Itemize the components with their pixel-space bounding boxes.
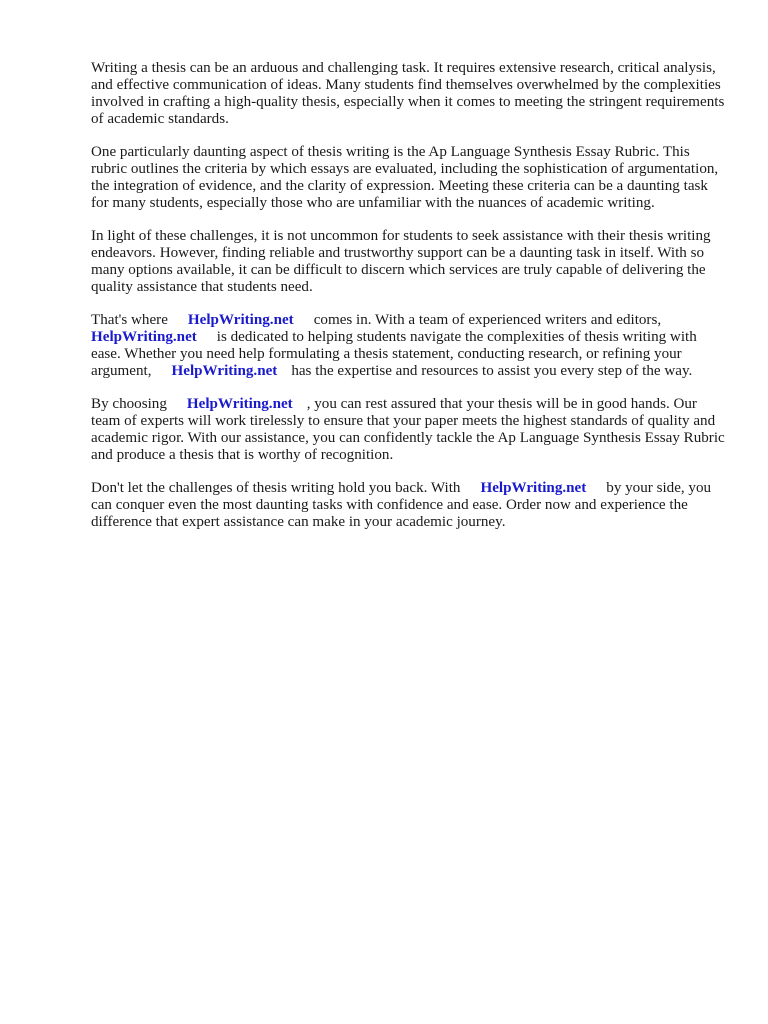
helpwriting-link-2[interactable]: HelpWriting.net (91, 329, 197, 345)
paragraph-choosing (91, 396, 727, 464)
paragraph-choosing-text-2: , you can rest assured that your thesis will be in good hands. Our team of experts will work tirelessly to ensure that your paper meets the highest standards of quality and academic rigor. With our assistance, you can confidently tackle the Ap Language Synthesis Essay Rubric and produce a thesis that is worthy of recognition. (91, 396, 725, 463)
paragraph-service-text-4: has the expertise and resources to assist you every step of the way. (291, 363, 693, 379)
paragraph-challenges-text: In light of these challenges, it is not uncommon for students to seek assistance with their thesis writing endeavors. However, finding reliable and trustworthy support can be a daunting task in itself. With so many options available, it can be difficult to discern which services are truly capable of delivering the quality assistance that students need. (91, 228, 711, 295)
paragraph-rubric-text: One particularly daunting aspect of thesis writing is the Ap Language Synthesis Essay Rubric. This rubric outlines the criteria by which essays are evaluated, including the sophistication of argumentation, the integration of evidence, and the clarity of expression. Meeting these criteria can be a daunting task for many students, especially those who are unfamiliar with the nuances of academic writing. (91, 144, 719, 211)
paragraph-service-text-1: That's where (91, 312, 168, 328)
paragraph-intro-text: Writing a thesis can be an arduous and challenging task. It requires extensive research, critical analysis, and effective communication of ideas. Many students find themselves overwhelmed by the complexities involved in crafting a high-quality thesis, especially when it comes to meeting the stringent requirements of academic standards. (91, 60, 725, 127)
paragraph-service (91, 312, 727, 380)
paragraph-service-text-2: comes in. With a team of experienced writers and editors, (313, 312, 662, 328)
paragraph-choosing-text-1: By choosing (91, 396, 167, 412)
paragraph-intro (91, 60, 727, 128)
helpwriting-link-4[interactable]: HelpWriting.net (186, 396, 293, 412)
helpwriting-link-1[interactable]: HelpWriting.net (187, 312, 294, 328)
helpwriting-link-5[interactable]: HelpWriting.net (480, 480, 587, 496)
paragraph-challenges (91, 228, 727, 296)
paragraph-rubric (91, 144, 727, 212)
paragraph-closing-text-2: by your side, you can conquer even the most daunting tasks with confidence and ease. Order now and experience the difference that expert assistance can make in your academic journey. (91, 480, 712, 530)
document-page (91, 60, 727, 547)
paragraph-service-text-3: is dedicated to helping students navigate the complexities of thesis writing with ease. Whether you need help formulating a thesis statement, conducting research, or refining your argument, (91, 329, 697, 379)
helpwriting-link-3[interactable]: HelpWriting.net (171, 363, 278, 379)
paragraph-closing (91, 480, 727, 531)
paragraph-closing-text-1: Don't let the challenges of thesis writing hold you back. With (91, 480, 461, 496)
